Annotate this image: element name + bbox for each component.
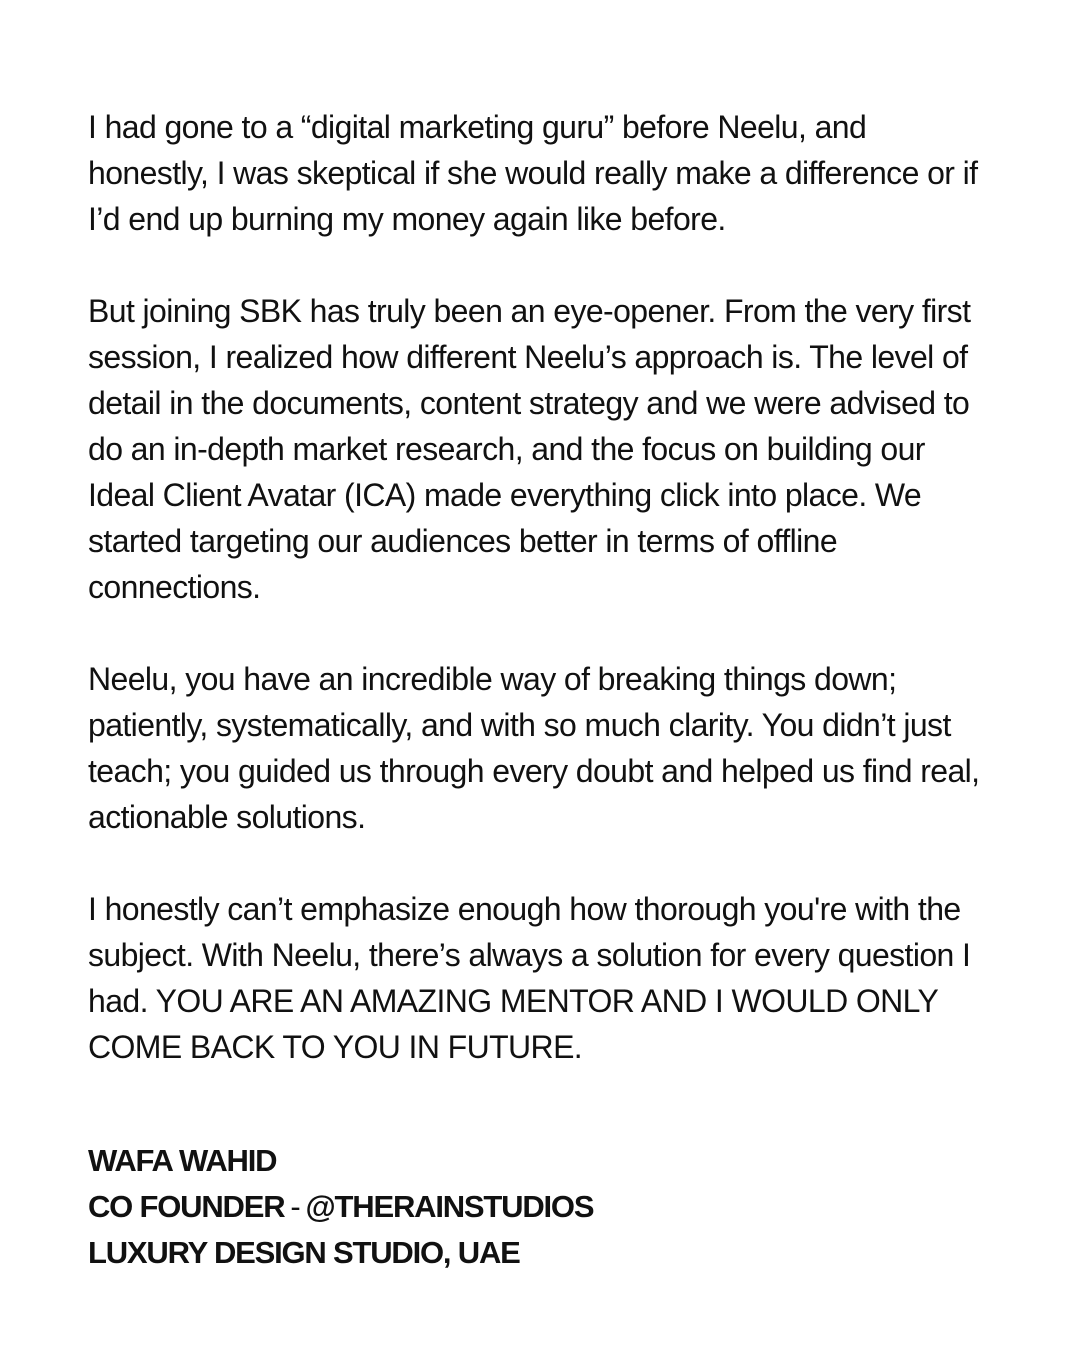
testimonial-paragraph: I honestly can’t emphasize enough how thorough you're with the subject. With Neelu, there’s always a solution for every question I had. YOU ARE AN AMAZING MENTOR AND I WOULD ONLY COME BACK TO YOU IN FUTURE. bbox=[88, 891, 971, 1065]
signature-separator: - bbox=[290, 1189, 300, 1224]
testimonial-paragraph: I had gone to a “digital marketing guru” before Neelu, and honestly, I was skeptical if she would really make a difference or if I’d end up burning my money again like before. bbox=[88, 109, 978, 237]
testimonial-paragraph: But joining SBK has truly been an eye-opener. From the very first session, I realized how different Neelu’s approach is. The level of detail in the documents, content strategy and we were advised to do an in-depth market research, and the focus on building our Ideal Client Avatar (ICA) made everything click into place. We started targeting our audiences better in terms of offline connections. bbox=[88, 293, 971, 605]
signature-block bbox=[88, 1138, 988, 1276]
signature-company: LUXURY DESIGN STUDIO, UAE bbox=[88, 1235, 520, 1270]
testimonial-paragraph: Neelu, you have an incredible way of breaking things down; patiently, systematically, and with so much clarity. You didn’t just teach; you guided us through every doubt and helped us find real, actionable solutions. bbox=[88, 661, 980, 835]
signature-role: CO FOUNDER bbox=[88, 1189, 285, 1224]
signature-name: WAFA WAHID bbox=[88, 1143, 277, 1178]
signature-handle: @THERAINSTUDIOS bbox=[305, 1189, 594, 1224]
signature-role-line bbox=[88, 1184, 988, 1230]
testimonial-content bbox=[88, 104, 988, 1276]
